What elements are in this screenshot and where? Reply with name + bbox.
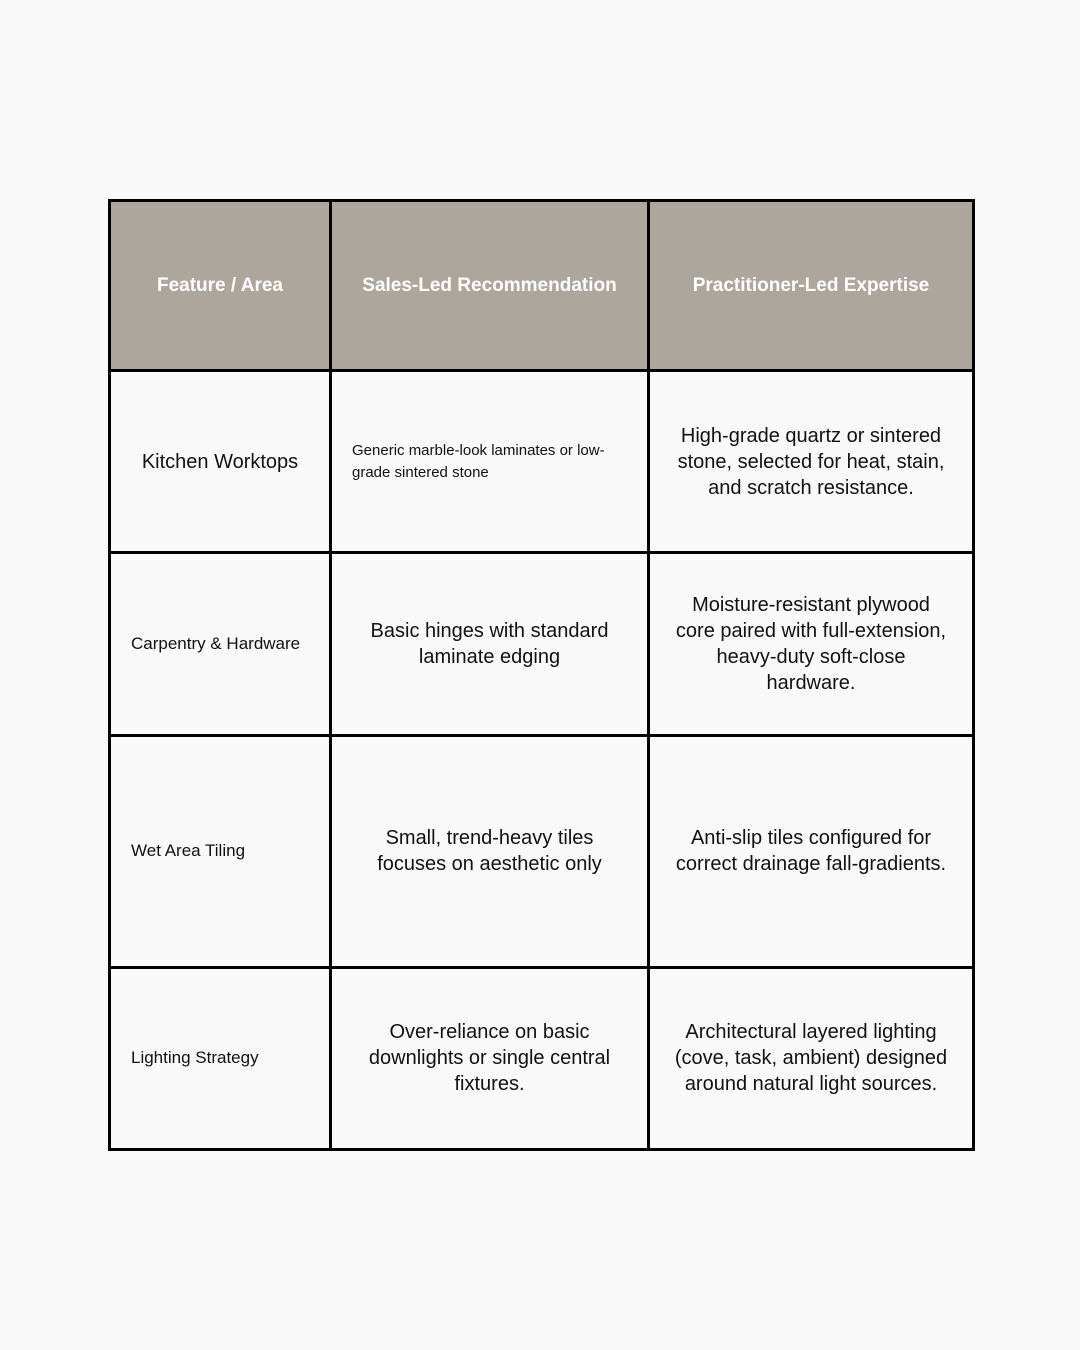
- practitioner-cell: Anti-slip tiles configured for correct drainage fall-gradients.: [649, 735, 974, 967]
- table-row: [110, 371, 974, 553]
- practitioner-cell: Architectural layered lighting (cove, task, ambient) designed around natural light sources.: [649, 967, 974, 1150]
- table-row: [110, 735, 974, 967]
- sales-cell: Over-reliance on basic downlights or single central fixtures.: [331, 967, 649, 1150]
- feature-cell: Wet Area Tiling: [110, 735, 331, 967]
- sales-cell: Generic marble-look laminates or low-grade sintered stone: [331, 371, 649, 553]
- feature-cell: Kitchen Worktops: [110, 371, 331, 553]
- sales-cell: Small, trend-heavy tiles focuses on aesthetic only: [331, 735, 649, 967]
- table-header-row: [110, 201, 974, 371]
- header-feature-area: Feature / Area: [110, 201, 331, 371]
- header-sales-led: Sales-Led Recommendation: [331, 201, 649, 371]
- feature-cell: Lighting Strategy: [110, 967, 331, 1150]
- table-row: [110, 553, 974, 735]
- practitioner-cell: High-grade quartz or sintered stone, selected for heat, stain, and scratch resistance.: [649, 371, 974, 553]
- comparison-table-container: [108, 199, 972, 1151]
- comparison-table: [108, 199, 975, 1151]
- sales-cell: Basic hinges with standard laminate edging: [331, 553, 649, 735]
- header-practitioner-led: Practitioner-Led Expertise: [649, 201, 974, 371]
- table-row: [110, 967, 974, 1150]
- feature-cell: Carpentry & Hardware: [110, 553, 331, 735]
- practitioner-cell: Moisture-resistant plywood core paired with full-extension, heavy-duty soft-close hardware.: [649, 553, 974, 735]
